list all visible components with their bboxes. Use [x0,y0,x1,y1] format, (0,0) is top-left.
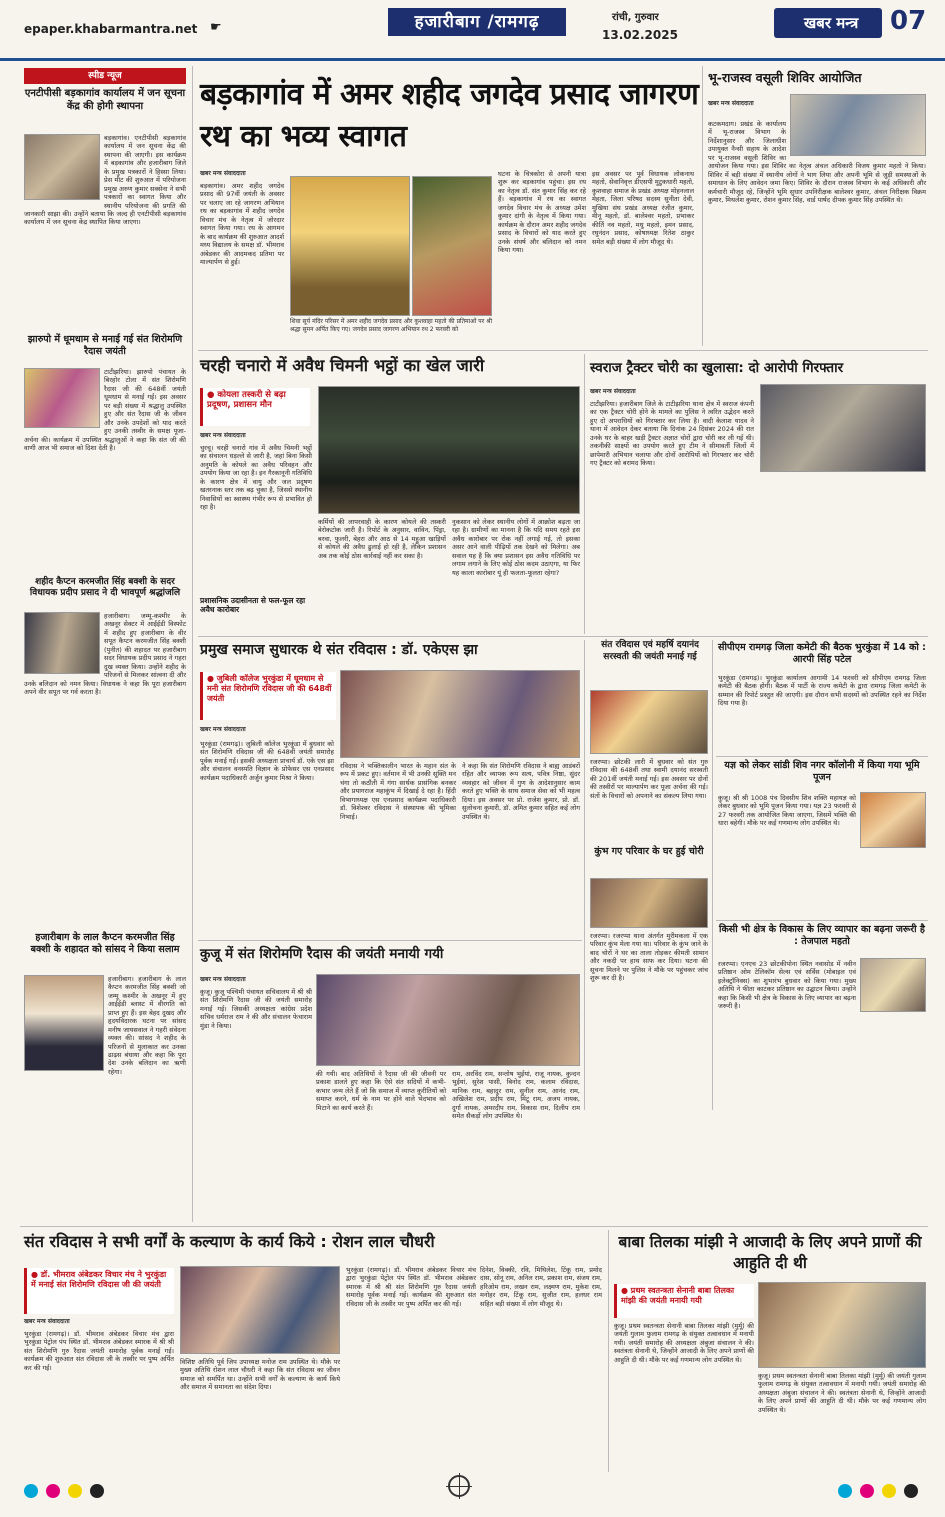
roshan-text-col3: भुरकुंडा (रामगढ़)। डॉ. भीमराव अंबेडकर विचार मंच द्वारा भुरकुंडा पेट्रोल पंप स्थित डॉ. भीमराव अंबेडकर स्मारक में श्री श्री संत शिरोमणि गुरु रैदास जयंती समारोह पूर्वक मनाई गई। कार्यक्रम की शुरुआत संत रविदास जी के तस्वीर पर पुष्प अर्पित कर की गई। [346,1266,476,1308]
baba-text-col2: कुजू। प्रथम स्वतन्त्रता सेनानी बाबा तिलका मांझी (मुर्मू) की जयंती गुलाम फुलाम रामगढ़ के संयुक्त तत्वावधान में मनायी गयी। जयंती समारोह की अध्यक्षता अंबुजा संचालन ने की। स्वतंत्रता सेनानी थे, जिन्होंने आजादी के लिए अपने प्राणों की आहुति दी थी। मौके पर कई गणमान्य लोग उपस्थित थे। [758,1372,926,1414]
lead-byline: खबर मन्त्र संवाददाता [200,170,246,177]
column-rule [192,66,193,1222]
chimney-text-col1: चुरचू। चरही चनारो गांव में अवैध चिमनी भट्ठों का संचालन धड़ल्ले से जारी है, जहां बिना किसी अनुमति के कोयले का अवैध परिवहन और उपयोग किया जा रहा है। इन गैरकानूनी गतिविधि के कारण क्षेत्र में वायु और जल प्रदूषण खतरनाक स्तर तक बढ़ चुका है, जिससे स्थानीय निवासियों का स्वास्थ्य गंभीर रूप से प्रभावित हो रहा है। [200,444,312,512]
vikas-headline: किसी भी क्षेत्र के विकास के लिए व्यापार का बढ़ना जरूरी है : तेजपाल महतो [719,924,925,948]
column-rule [712,640,713,1110]
ambedkar-manch-photo [180,1266,340,1354]
dayanand-headline: संत रविदास एवं महर्षि दयानंद सरस्वती की जयंती मनाई गई [601,640,699,662]
sidebar-story-1-title: एनटीपीसी बड़कागांव कार्यालय में जन सूचना केंद्र की होगी स्थापना [24,88,186,112]
chimney-headline: चरही चनारो में अवैध चिमनी भट्ठों का खेल जारी [200,356,485,375]
sidebar-story-3-text: हजारीबाग। जम्मू-कश्मीर के अखनूर सेक्टर में आईईडी विस्फोट में शहीद हुए हजारीबाग के वीर सपूत कैप्टन करमजीत सिंह बक्शी (पुनीत) की शहादत पर हजारीबाग सदर विधायक प्रदीप प्रसाद ने गहरा दुख व्यक्त किया। उन्होंने शहीद के परिजनों से मिलकर सांत्वना दी और उनके बलिदान को नमन किया। विधायक ने कहा कि पूरा हजारीबाग अपने वीर सपूत पर गर्व करता है। [24,612,186,696]
black-register-dot [90,1484,104,1498]
column-rule [702,66,703,346]
lead-text-col3: इस अवसर पर पूर्व विधायक लोकनाथ महतो, सेवानिवृत्त डीएसपी मुटुकधारी महतो, कुशवाहा समाज के प्रखंड अध्यक्ष मोहनलाल मेहता, जिला परिषद सदस्य सुनीता देवी, मुखिया संघ प्रखंड अध्यक्ष रंजीत कुमार, मीनू महतो, डॉ. बालेश्वर महतो, प्रभाकर कीर्ति नव महतो, मधु महतो, इमन प्रसाद, रघुनंदन प्रसाद, कोषाध्यक्ष रितेश ठाकुर समेत बड़ी संख्या में लोग मौजूद थे। [592,170,694,246]
page-header [0,0,945,60]
section-rule [198,350,928,351]
college-jayanti-photo [340,670,580,758]
yagya-headline: यज्ञ को लेकर सांडी शिव नगर कॉलोनी में किया गया भूमि पूजन [724,760,920,784]
yellow-register-dot [68,1484,82,1498]
kuju-jayanti-photo [316,974,580,1066]
roshan-text-col1: भुरकुंडा (रामगढ़)। डॉ. भीमराव अंबेडकर विचार मंच द्वारा भुरकुंडा पेट्रोल पंप स्थित डॉ. भीमराव अंबेडकर स्मारक में श्री श्री संत शिरोमणि गुरु रैदास जयंती समारोह पूर्वक मनाई गई। कार्यक्रम की शुरुआत संत रविदास जी के तस्वीर पर पुष्प अर्पित कर की गई। [24,1330,174,1372]
section-rule [198,940,582,941]
tilka-manjhi-photo [758,1282,926,1368]
bhuraj-text: कटकमदाग। प्रखंड के कार्यालय में भू-राजस्व विभाग के निर्देशानुसार और जिलाधीश उपायुक्त नैन्सी सहाय के आदेश पर भू-राजस्व वसूली शिविर का आयोजन किया गया। इस शिविर का नेतृत्व अंचल अधिकारी विजय कुमार महतो ने किया। शिविर में बड़ी संख्या में स्थानीय लोगों ने भाग लिया और अपनी भूमि से जुड़ी समस्याओं के समाधान के लिए आवेदन जमा किए। शिविर के दौरान राजस्व विभाग के कई अधिकारी और कर्मचारी मौजूद रहे, जिन्होंने भूमि सुधार उपनिरीक्षक बालेश्वर कुमार, अंचल निरीक्षक विक्रम कुमार, मिथलेश कुमार, रोशन कुमार सिंह, वार्ड पार्षद दीपक कुमार सिंह उपस्थित थे। [708,120,926,204]
speed-news-label: स्पीड न्यूज [24,68,186,84]
roshan-text-col2: विशिष्ट अतिथि पूर्व जिप उपाध्यक्ष मनोज राम उपस्थित थे। मौके पर मुख्य अतिथि रोशन लाल चौधरी ने कहा कि संत रविदास का जीवन समाज को समर्पित था। उन्होंने सभी वर्गों के कल्याण के कार्य किये और समाज में समानता का संदेश दिया। [180,1358,340,1392]
issue-date: 13.02.2025 [602,28,678,42]
header-divider [0,58,945,61]
sidebar-story-3-title: शहीद कैप्टन करमजीत सिंह बक्शी के सदर विधायक प्रदीप प्रसाद ने दी भावपूर्ण श्रद्धांजलि [29,577,181,599]
magenta-register-dot [860,1484,874,1498]
column-rule [608,1230,609,1472]
ravidas-text-col3: ने कहा कि संत शिरोमणि रविदास ने बाह्य आडंबरों रहित और व्यापक रूप सत्य, पवित्र निष्ठा, सुंदर व्यवहार को जीवन में गुण के आदेशानुसार काम करते हुए भक्ति के साथ समाज सेवा को भी महत्व दिया। इस अवसर पर प्रो. राजेश कुमार, प्रो. डॉ. सुलोचना कुमारी, डॉ. अमित कुमार सहित कई लोग उपस्थित थे। [462,762,580,821]
brand-name: खबर मन्त्र [774,8,882,38]
yellow-register-dot [882,1484,896,1498]
roshan-subhead: ● डॉ. भीमराव अंबेडकर विचार मंच ने भुरकुंडा में मनाई संत शिरोमणि रविदास जी की जयंती [24,1268,174,1314]
dayanand-jayanti-photo [590,690,708,754]
tractor-headline: स्वराज ट्रैक्टर चोरी का खुलासा: दो आरोपी गिरफ्तार [590,360,844,376]
column-rule [584,640,585,1110]
bhuraj-headline: भू-राजस्व वसूली शिविर आयोजित [708,70,862,85]
sidebar-story-4-text: हजारीबाग। हजारीबाग के लाल कैप्टन करमजीत सिंह बक्शी जो जम्मू कश्मीर के अखनूर में हुए आईईडी ब्लास्ट में वीरगति को प्राप्त हुए हैं। इस बेहद दुखद और हृदयविदारक घटना पर सांसद मनीष जायसवाल ने गहरी संवेदना व्यक्त की। सांसद ने शहीद के परिजनों से मुलाकात कर उनका ढाढ़स बंधाया और कहा कि पूरा देश उनके बलिदान का ऋणी रहेगा। [108,975,186,1076]
ravidas-subhead: ● जुबिली कॉलेज भुरकुंडा में धूमधाम से मनी संत शिरोमणि रविदास जी की 648वीं जयंती [200,672,336,720]
chimney-text-col2: कर्मियों की लापरवाही के कारण कोयले की तस्करी बेरोकटोक जारी है। रिपोर्ट के अनुसार, वाविन, पिंड्रा, बरवा, फुलरी, बेहरा और आठ से 14 महुआ खाड़ियों से कोयले की अवैध ढुलाई हो रही है, लेकिन प्रशासन अब तक कोई ठोस कार्रवाई नहीं कर सका है। [318,518,446,560]
tractor-text: टाटीझरिया। हजारीबाग जिले के टाटीझरिया थाना क्षेत्र में स्वराज कंपनी का एक ट्रैक्टर चोरी होने के मामले का पुलिस ने त्वरित उद्भेदन करते हुए दो अपराधियों को गिरफ्तार कर लिया है। वादी केलाश यादव ने थाना में आवेदन देकर बताया कि दिनांक 24 दिसंबर 2024 की रात उनके घर के बाहर खड़ी ट्रैक्टर अज्ञात चोरों द्वारा चोरी कर ली गई थी। तकनीकी साक्ष्यों का उपयोग करते हुए टीम ने सीमावर्ती जिलों में छापेमारी अभियान चलाया और दोनों आरोपियों को गिरफ्तार कर चोरी गए ट्रैक्टर को बरामद किया। [590,400,754,468]
kumbh-text: रजरप्पा। रजरप्पा थाना अंतर्गत मुरीमकला में एक परिवार कुंभ मेला गया था। परिवार के कुंभ जाने के बाद चोरों ने घर का ताला तोड़कर कीमती सामान और नकदी पर हाथ साफ कर दिया। घटना की सूचना मिलने पर पुलिस ने मौके पर पहुंचकर जांच शुरू कर दी है। [590,932,708,983]
yagya-text: कुजू। श्री श्री 1008 पंच दिवसीय शिव शक्ति महायज्ञ को लेकर बुधवार को भूमि पूजन किया गया। यज्ञ 23 फरवरी से 27 फरवरी तक आयोजित किया जाएगा, जिसमें भक्ति की धारा बहेगी। मौके पर कई गणमान्य लोग उपस्थित थे। [718,794,856,828]
ravidas-text-col1: भुरकुंडा (रामगढ़)। जुबिली कॉलेज भुरकुंडा में बुधवार को संत शिरोमणि रविदास जी की 648वीं जयंती समारोह पूर्वक मनाई गई। इसकी अध्यक्षता प्राचार्य डॉ. एके एस झा और संचालन वनस्पति विज्ञान के प्रोफेसर एस एनप्रसाद कार्यक्रम पदाधिकारी अर्जुन कुमार मिश्रा ने किया। [200,740,334,782]
dayanand-text: रजरप्पा। छोटकी लारी में बुधवार को संत गुरु रविदास की 648वीं तथा स्वामी दयानंद सरस्वती की 201वीं जयंती मनाई गई। इस अवसर पर दोनों की तस्वीरों पर माल्यार्पण कर पूजा अर्चना की गई। संतों के विचारों को अपनाने का संकल्प लिया गया। [590,758,708,800]
pointer-icon: ☛ [210,20,222,35]
chimney-byline: खबर मन्त्र संवाददाता [200,432,246,439]
kuju-text-col2: की गयी। बाद अतिथियों ने रैदास जी की जीवनी पर प्रकाश डालते हुए कहा कि ऐसे संत सदियों में कभी-कभार जन्म लेते हैं जो कि समाज में व्याप्त कुरीतियों को समाप्त करने, धर्म के नाम पर होने वाले भेदभाव को मिटाने का कार्य करते हैं। [316,1070,446,1112]
tractor-byline: खबर मन्त्र संवाददाता [590,388,636,395]
city-day: रांची, गुरुवार [612,12,659,23]
statue-garland-photo [290,176,410,316]
cpm-text: भुरकुंडा (रामगढ़)। भुरकुंडा कार्यालय आगामी 14 फरवरी को सीपीएम रामगढ़ जिला कमेटी की बैठक होगी। बैठक में पार्टी के राज्य कमेटी के द्वारा रामगढ़ जिला कमेटी के सम्मान की रिपोर्ट प्रस्तुत की जाएगी। इस दौरान सभी सदस्यों को उपस्थित रहने का निर्देश दिया गया है। [718,674,926,708]
brick-kiln-photo [318,386,580,514]
sidebar-story-2-title: झारुपो में धूमधाम से मनाई गई संत शिरोमणि रैदास जयंती [27,334,183,357]
ravidas-byline: खबर मन्त्र संवाददाता [200,726,246,733]
magenta-register-dot [46,1484,60,1498]
sidebar-story-2-text: टाटीझरिया। झारुपो पंचायत के बिरहोर टोला में संत शिरोमणि रैदास जी की 648वीं जयंती धूमधाम से मनाई गई। इस अवसर पर बड़ी संख्या में श्रद्धालु उपस्थित हुए और संत रैदास जी के जीवन और उनके उपदेशों को याद करते हुए उनकी तस्वीर के समक्ष पूजा-अर्चना की। कार्यक्रम में उपस्थित श्रद्धालुओं ने कहा कि संत जी की वाणी आज भी समाज को दिशा देती है। [24,368,186,452]
baba-text-col1: कुजू। प्रथम स्वतन्त्रता सेनानी बाबा तिलका मांझी (मुर्मू) की जयंती गुलाम फुलाम रामगढ़ के संयुक्त तत्वावधान में मनायी गयी। जयंती समारोह की अध्यक्षता अंबुजा संचालन ने की। स्वतंत्रता सेनानी थे, जिन्होंने आजादी के लिए अपने प्राणों की आहुति दी थी। मौके पर कई गणमान्य लोग उपस्थित थे। [614,1322,754,1364]
roshan-text-col4: दिनेश, विक्की, रवि, मिथिलेश, टिंकू राम, प्रमोद दास, सोनू राम, अनिल राम, प्रकाश राम, संजय राम, हरिओम राम, लखन राम, लक्ष्मण राम, मुकेश राम, मनोहर राम, टिंकू राम, सुजीत राम, हलधर राम सहित बड़ी संख्या में लोग मौजूद थे। [480,1266,602,1308]
roshan-byline: खबर मन्त्र संवाददाता [24,1318,70,1325]
rath-welcome-photo [412,176,492,316]
lead-photo-caption: शिवा सूर्य मंदिर परिसर में अमर शहीद जगदेव प्रसाद और कुशवाहा महतो की प्रतिमाओं पर श्री श्रद्धा सुमन अर्पित किए गए। जगदेव प्रसाद जागरण अभियान रथ 2 फरवरी को [290,318,492,333]
roshan-headline: संत रविदास ने सभी वर्गों के कल्याण के कार्य किये : रोशन लाल चौधरी [24,1232,435,1251]
column-rule [584,354,585,634]
kuju-text-col3: राम, अरविंद राम, सन्तोष भुईयां, राजू नायक, कुन्दन भुईयां, सुरेश पासी, बिनोद राम, कलाम रविदास, मानिक राम, बहादुर राम, सुनील राम, आनंद राम, अखिलेश राम, प्रदीप राम, मिंटू राम, अजय नायक, दुर्गा नायक, अमरदीप राम, विकास राम, दिलीप राम समेत सैकड़ों लोग उपस्थित थे। [452,1070,580,1121]
kuju-byline: खबर मन्त्र संवाददाता [200,976,246,983]
section-rule [198,636,928,637]
lead-text-col2: घटना के चित्रकोरा से अपनी यात्रा शुरू कर बड़कागांव पहुंचा। इस रथ का नेतृत्व डॉ. संत कुमार सिंह कर रहे हैं। बड़कागांव में रथ का स्वागत जगदेव विचार मंच के अध्यक्ष उमेश कुमार दांगी के नेतृत्व में किया गया। कार्यक्रम के दौरान अमर शहीद जगदेव प्रसाद के विचारों को याद करते हुए उनके संघर्ष और बलिदान को नमन किया गया। [498,170,586,254]
vikas-text: रजरप्पा। एनएच 23 छोटकीपोना स्थित नवासोड में नवीन प्रतिष्ठान ओम टेलिकॉम सेल्स एवं सर्विस (मोबाइल एवं इलेक्ट्रॉनिक्स) का शुभारंभ बुधवार को किया गया। मुख्य अतिथि ने फीता काटकर प्रतिष्ठान का उद्घाटन किया। उन्होंने कहा कि किसी भी क्षेत्र के विकास के लिए व्यापार का बढ़ना जरूरी है। [718,960,856,1011]
page-footer [0,1476,945,1517]
sidebar-story-4-title: हजारीबाग के लाल कैप्टन करमजीत सिंह बक्शी के शहादत को सांसद ने किया सलाम [30,932,180,955]
page-number: 07 [890,6,927,36]
site-url[interactable]: epaper.khabarmantra.net [24,22,198,36]
lead-text-col1: बड़कागांव। अमर शहीद जगदेव प्रसाद की 97वीं जयंती के अवसर पर चलाए जा रहे जागरण अभियान रथ का बड़कागांव में शहीद जगदेव विचार मंच के नेतृत्व में जोरदार स्वागत किया गया। रथ के आगमन के बाद कार्यक्रम की शुरुआत आदर्श मध्य विद्यालय के समक्ष डॉ. भीमराव अंबेडकर की आदमकद प्रतिमा पर माल्यार्पण से हुई। [200,182,284,266]
section-title: हजारीबाग /रामगढ़ [388,8,566,36]
chimney-subhead: ● कोयला तस्करी से बढ़ा प्रदूषण, प्रशासन मौन [200,388,310,426]
kumbh-headline: कुंभ गए परिवार के घर हुई चोरी [594,846,704,857]
bhuraj-byline: खबर मन्त्र संवाददाता [708,100,754,107]
section-rule [716,920,928,921]
section-rule [716,756,928,757]
black-register-dot [904,1484,918,1498]
theft-house-photo [590,878,708,928]
baba-subhead: ● प्रथम स्वतन्त्रता सेनानी बाबा तिलका मांझी की जयंती मनायी गयी [614,1284,754,1318]
sidebar-story-1-text: बड़कागांव। एनटीपीसी बड़कागांव कार्यालय में जन सूचना केंद्र की स्थापना की जाएगी। इस कार्यक्रम में बड़कागांव और हजारीबाग जिले के प्रमुख पत्रकारों ने हिस्सा लिया। प्रेस मीट की शुरुआत में परियोजना प्रमुख अरुण कुमार सक्सेना ने सभी पत्रकारों का स्वागत किया और स्थानीय परियोजना की प्रगति की जानकारी साझा की। उन्होंने बताया कि जल्द ही एनटीपीसी बड़कागांव कार्यालय में जन सूचना केंद्र स्थापित किया जाएगा। [24,134,186,227]
ravidas-headline: प्रमुख समाज सुधारक थे संत रविदास : डॉ. एकेएस झा [200,642,478,658]
chimney-subhead-2: प्रशासनिक उदासीनता से फल-फूल रहा अवैध कारोबार [200,596,306,615]
cyan-register-dot [24,1484,38,1498]
kuju-text-col1: कुजू। कुजू पश्चिमी पंचायत सचिवालय में श्री श्री संत शिरोमणि रैदास जी की जयंती समारोह मनाई गई। जिसकी अध्यक्षता कांग्रेस प्रदेश सचिव धर्मराज राम ने की और संचालन फेचाराम मुंडा ने किया। [200,988,312,1030]
ravidas-text-col2: रविदास ने भक्तिकालीन भारत के महान संत के रूप में प्रकट हुए। वर्तमान में भी उनकी सूक्ति मन चंगा तो कठौती में गंगा सार्थक प्रासंगिक बनकर और प्रयागराज महाकुंभ में दिखाई दे रहा है। हिंदी विभागाध्यक्ष एस एनप्रसाद कार्यक्रम पदाधिकारी डॉ. विशेश्वर रविदास ने संस्थापक की भूमिका निभाई। [340,762,456,821]
kuju-headline: कुजू में संत शिरोमणि रैदास की जयंती मनायी गयी [200,946,444,962]
section-rule [20,1226,928,1227]
baba-headline: बाबा तिलका मांझी ने आजादी के लिए अपने प्राणों की आहुति दी थी [618,1233,922,1272]
cyan-register-dot [838,1484,852,1498]
registration-crosshair-icon [448,1475,470,1497]
cpm-headline: सीपीएम रामगढ़ जिला कमेटी की बैठक भुरकुंडा में 14 को : आरपी सिंह पटेल [718,642,926,666]
chimney-text-col3: नुकसान को लेकर स्थानीय लोगों में आक्रोश बढ़ता जा रहा है। ग्रामीणों का मानना है कि यदि समय रहते इस अवैध कारोबार पर रोक नहीं लगाई गई, तो इसका असर आने वाली पीढ़ियों तक देखने को मिलेगा। अब सवाल यह है कि क्या प्रशासन इस अवैध गतिविधि पर लगाम लगाने के लिए कोई ठोस कदम उठाएगा, या फिर यह काला कारोबार यूं ही फलता-फूलता रहेगा? [452,518,580,577]
lead-headline: बड़कागांव में अमर शहीद जगदेव प्रसाद जागरण रथ का भव्य स्वागत [200,77,699,154]
